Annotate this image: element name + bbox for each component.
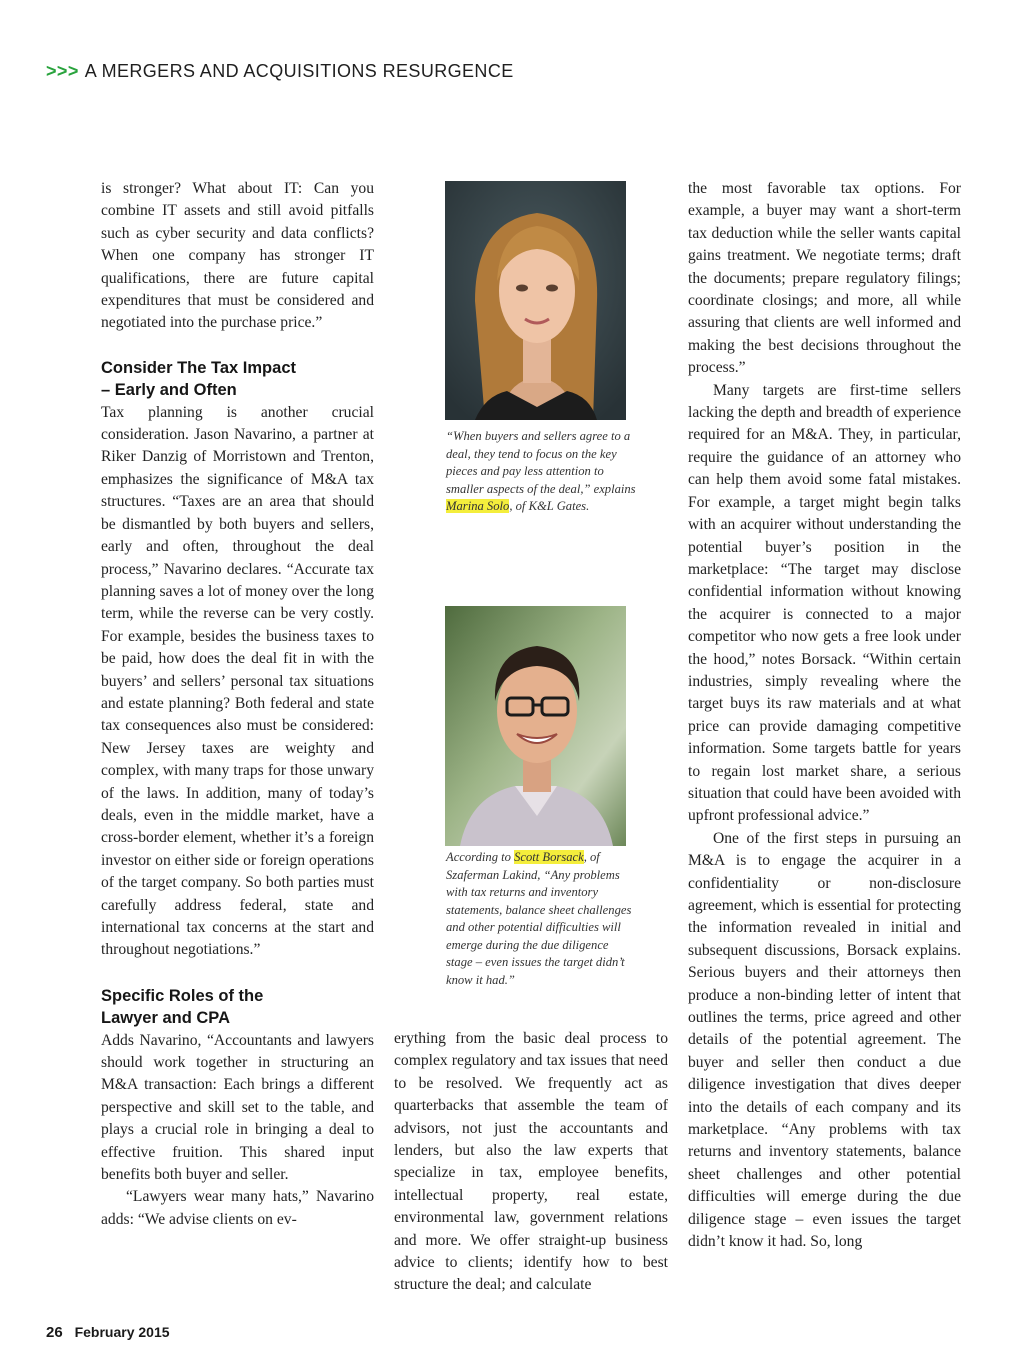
- paragraph: One of the first steps in pursuing an M&A is to engage the acquirer in a confidentiality or non-disclosure agreement, which is essential for protecting the information revealed in initial and subsequent discussions, Borsack explains. Serious buyers and their attorneys then produce a non-binding letter of intent that outlines the terms, price agreed and other details of the potential agreement. The buyer and seller then conduct a due diligence investigation that dives deeper into the details of each company and its marketplace. “Any problems with tax returns and inventory statements, balance sheet challenges and other potential difficulties will emerge during the due diligence stage – even issues the target didn’t know it had. So, long: [688, 829, 961, 1251]
- paragraph: is stronger? What about IT: Can you combine IT assets and still avoid pitfalls such as cyber security and data conflicts? When one company has stronger IT qualifications, there are future capital expenditures that must be considered and negotiated into the purchase price.”: [101, 180, 374, 332]
- subheading-tax-impact: [101, 357, 374, 402]
- portrait-photo-scott-borsack: [445, 606, 626, 846]
- page-footer: [46, 1324, 170, 1341]
- paragraph: Many targets are first-time sellers lacking the depth and breadth of experience required for an M&A. They, in particular, require the guidance of an attorney who can help them avoid some fatal mistakes. For example, a target might begin talks with an acquirer without understanding the potential buyer’s position in the marketplace: “The target may disclose confidential information without knowing the acquirer is connected to a major competitor who now gets a free look under the hood,” notes Borsack. “Within certain industries, simply revealing where the target buys its raw materials and at what price can provide damaging competitive information. Some targets battle for years to regain lost market share, a serious situation that could have been avoided with upfront professional advice.”: [688, 381, 961, 825]
- article-column-3: [688, 178, 961, 1254]
- section-header: [46, 61, 514, 82]
- portrait-woman-image: [445, 181, 626, 420]
- subheading-line: Lawyer and CPA: [101, 1009, 230, 1028]
- paragraph: Tax planning is another crucial consideration. Jason Navarino, a partner at Riker Danzig of Morristown and Trenton, emphasizes the significance of M&A tax structures. “Taxes are an area that should be dismantled by both buyers and sellers, early and often, throughout the deal process,” Navarino declares. “Accurate tax planning saves a lot of money over the long term, while the reverse can be very costly. For example, besides the business taxes to be paid, how does the deal fit in with the buyers’ and sellers’ personal tax situations and estate planning? Both federal and state tax consequences also must be considered: New Jersey taxes are weighty and complex, with many traps for those unwary of the laws. In addition, many of today’s deals, even in the middle market, have a cross-border element, whether it’s a foreign investor on either side or foreign operations of the target company. So both parties must carefully address federal, state and international tax concerns at the start and throughout negotiations.”: [101, 403, 374, 959]
- portrait-man-image: [445, 606, 626, 846]
- photo-caption-2: [446, 849, 636, 989]
- chevron-icon: >>>: [46, 61, 79, 81]
- subheading-line: – Early and Often: [101, 381, 237, 400]
- paragraph: erything from the basic deal process to complex regulatory and tax issues that need to be resolved. We frequently act as quarterbacks that assemble the team of advisors, not just the accountants and lenders, but also the law experts that specialize in tax, employee benefits, intellectual property, real estate, environmental law, government relations and more. We offer straight-up business advice to clients; identify how to best structure the deal; and calculate: [394, 1030, 668, 1294]
- caption-text: “When buyers and sellers agree to a deal, they tend to focus on the key pieces and pay less attention to smaller aspects of the deal,” explains: [446, 429, 636, 496]
- page-number: 26: [46, 1324, 63, 1341]
- caption-text: , of Szaferman Lakind, “Any problems with tax returns and inventory statements, balance sheet challenges and other potential difficulties will emerge during the due diligence stage – even issues the target didn’t know it had.”: [446, 850, 632, 987]
- portrait-photo-marina-solo: [445, 181, 626, 420]
- subheading-line: Consider The Tax Impact: [101, 358, 296, 377]
- section-title: A MERGERS AND ACQUISITIONS RESURGENCE: [84, 61, 514, 81]
- caption-text: , of K&L Gates.: [509, 499, 590, 513]
- caption-text: According to: [446, 850, 511, 864]
- subheading-line: Specific Roles of the: [101, 986, 264, 1005]
- issue-date: February 2015: [74, 1324, 170, 1340]
- subheading-roles: [101, 985, 374, 1030]
- photo-caption-1: [446, 428, 636, 516]
- highlighted-name: Marina Solo: [446, 499, 510, 513]
- paragraph: “Lawyers wear many hats,” Navarino adds: “We advise clients on ev-: [101, 1188, 374, 1228]
- article-column-2: [394, 1028, 668, 1297]
- article-column-1: [101, 178, 374, 1231]
- paragraph: Adds Navarino, “Accountants and lawyers should work together in structuring an M&A transaction: Each brings a different perspective and skill set to the table, and plays a crucial role in bringing a deal to effective fruition. This shared input benefits both buyer and seller.: [101, 1031, 374, 1184]
- highlighted-name: Scott Borsack: [514, 850, 584, 864]
- paragraph: the most favorable tax options. For example, a buyer may want a short-term tax deduction while the seller wants capital gains treatment. We negotiate terms; draft the documents; prepare regulatory filings; coordinate closings; and more, all while assuring that clients are well informed and making the best decisions throughout the process.”: [688, 180, 961, 377]
